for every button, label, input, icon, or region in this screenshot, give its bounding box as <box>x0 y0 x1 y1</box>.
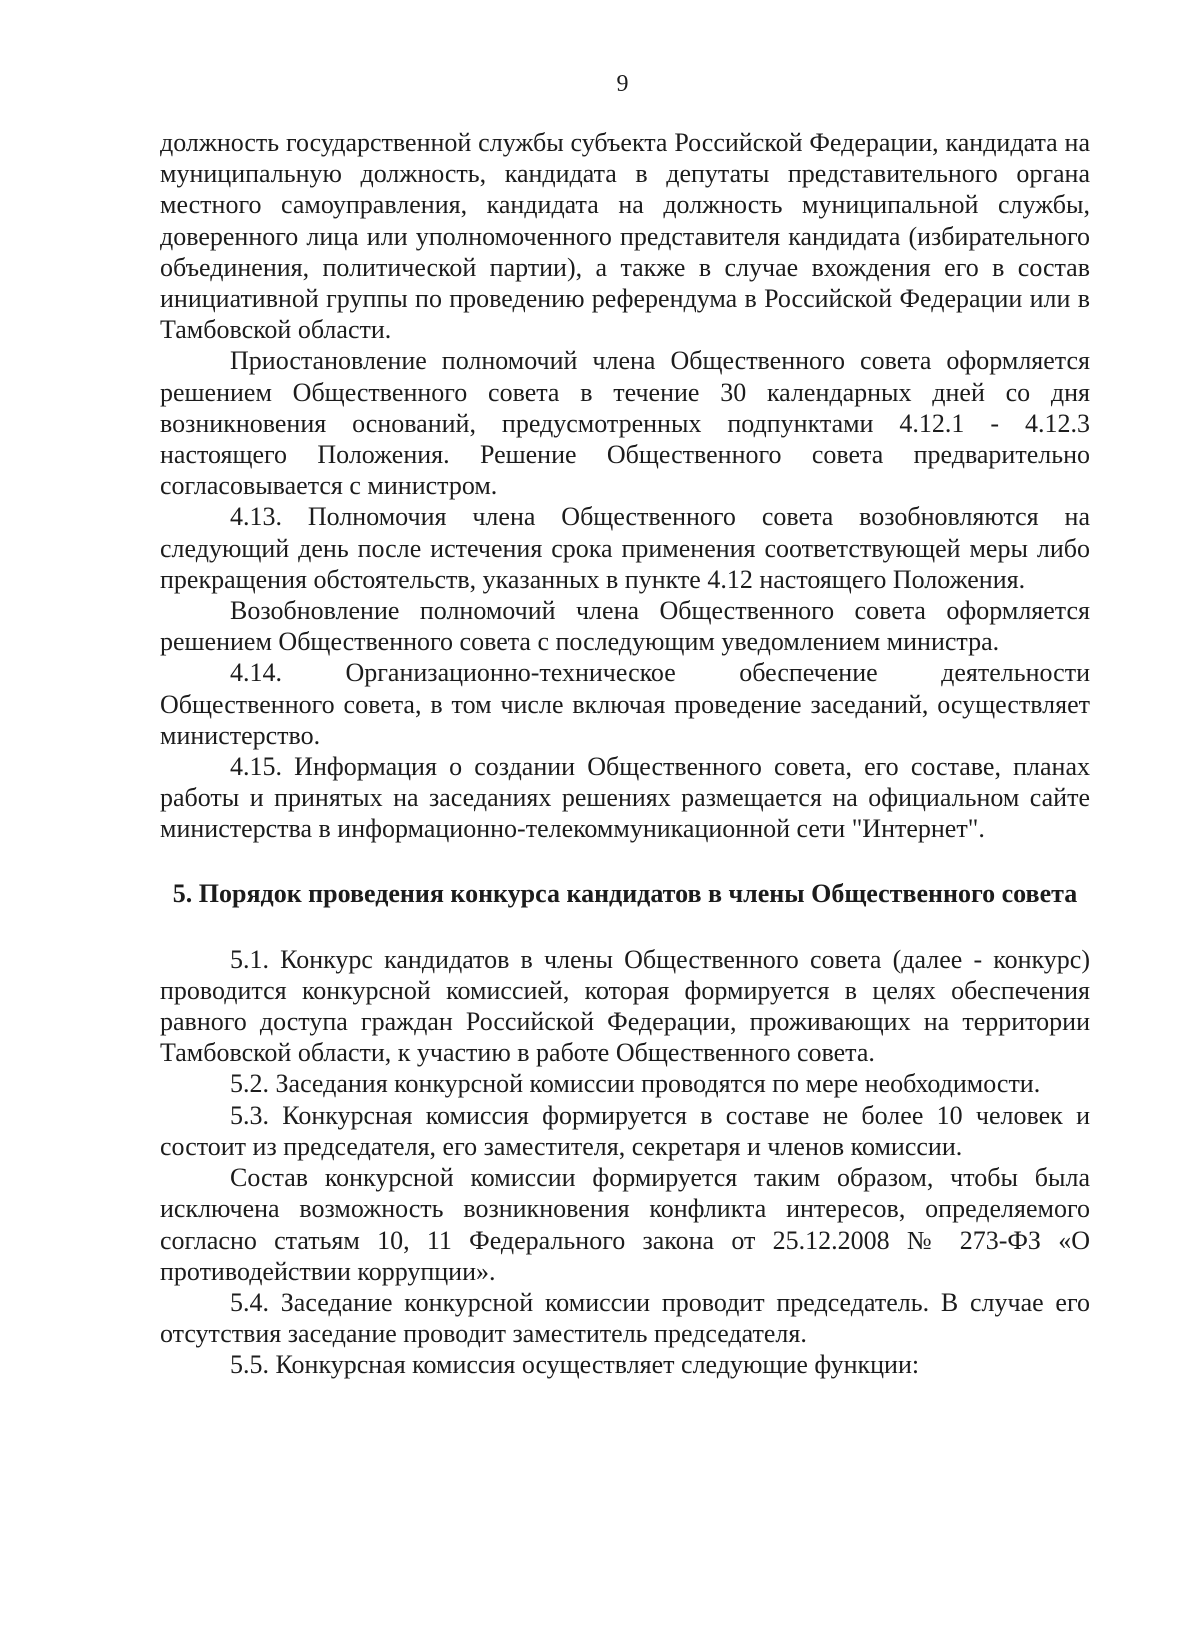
section-heading: 5. Порядок проведения конкурса кандидатов в члены Общественного совета <box>172 878 1078 908</box>
paragraph: Состав конкурсной комиссии формируется таким образом, чтобы была исключена возможность возникновения конфликта интересов, определяемого согласно статьям 10, 11 Федерального закона от 25.12.2008 № 273-ФЗ «О противодействии коррупции». <box>160 1163 1090 1286</box>
spacer <box>160 845 1090 878</box>
paragraph-5-3: 5.3. Конкурсная комиссия формируется в составе не более 10 человек и состоит из председателя, его заместителя, секретаря и членов комиссии. <box>160 1100 1090 1161</box>
paragraph-4-14: 4.14. Организационно-техническое обеспечение деятельности Общественного совета, в том числе включая проведение заседаний, осуществляет министерство. <box>160 658 1090 750</box>
paragraph-5-5: 5.5. Конкурсная комиссия осуществляет следующие функции: <box>230 1350 920 1380</box>
paragraph-4-13: 4.13. Полномочия члена Общественного совета возобновляются на следующий день после истечения срока применения соответствующей меры либо прекращения обстоятельств, указанных в пункте 4.12 настоящего Положения. <box>160 502 1090 594</box>
document-body <box>160 127 1090 1381</box>
page-number: 9 <box>616 71 629 97</box>
paragraph: Возобновление полномочий члена Общественного совета оформляется решением Общественного совета с последующим уведомлением министра. <box>160 596 1090 657</box>
paragraph-5-2: 5.2. Заседания конкурсной комиссии проводятся по мере необходимости. <box>230 1069 1041 1099</box>
paragraph-5-4: 5.4. Заседание конкурсной комиссии проводит председатель. В случае его отсутствия заседание проводит заместитель председателя. <box>160 1287 1090 1349</box>
paragraph: Приостановление полномочий члена Общественного совета оформляется решением Общественного совета в течение 30 календарных дней со дня возникновения оснований, предусмотренных подпунктами 4.12.1 - 4.12.3 настоящего Положения. Решение Общественного совета предварительно согласовывается с министром. <box>160 346 1090 501</box>
paragraph-5-1: 5.1. Конкурс кандидатов в члены Общественного совета (далее - конкурс) проводится конкурсной комиссией, которая формируется в целях обеспечения равного доступа граждан Российской Федерации, проживающих на территории Тамбовской области, к участию в работе Общественного совета. <box>160 944 1090 1068</box>
paragraph-4-15: 4.15. Информация о создании Общественного совета, его составе, планах работы и принятых на заседаниях решениях размещается на официальном сайте министерства в информационно-телекоммуникационной сети "Интернет". <box>160 752 1090 844</box>
spacer <box>160 909 1090 944</box>
paragraph: должность государственной службы субъекта Российской Федерации, кандидата на муниципальную должность, кандидата в депутаты представительного органа местного самоуправления, кандидата на должность муниципальной службы, доверенного лица или уполномоченного представителя кандидата (избирательного объединения, политической партии), а также в случае вхождения его в состав инициативной группы по проведению референдума в Российской Федерации или в Тамбовской области. <box>160 128 1090 345</box>
